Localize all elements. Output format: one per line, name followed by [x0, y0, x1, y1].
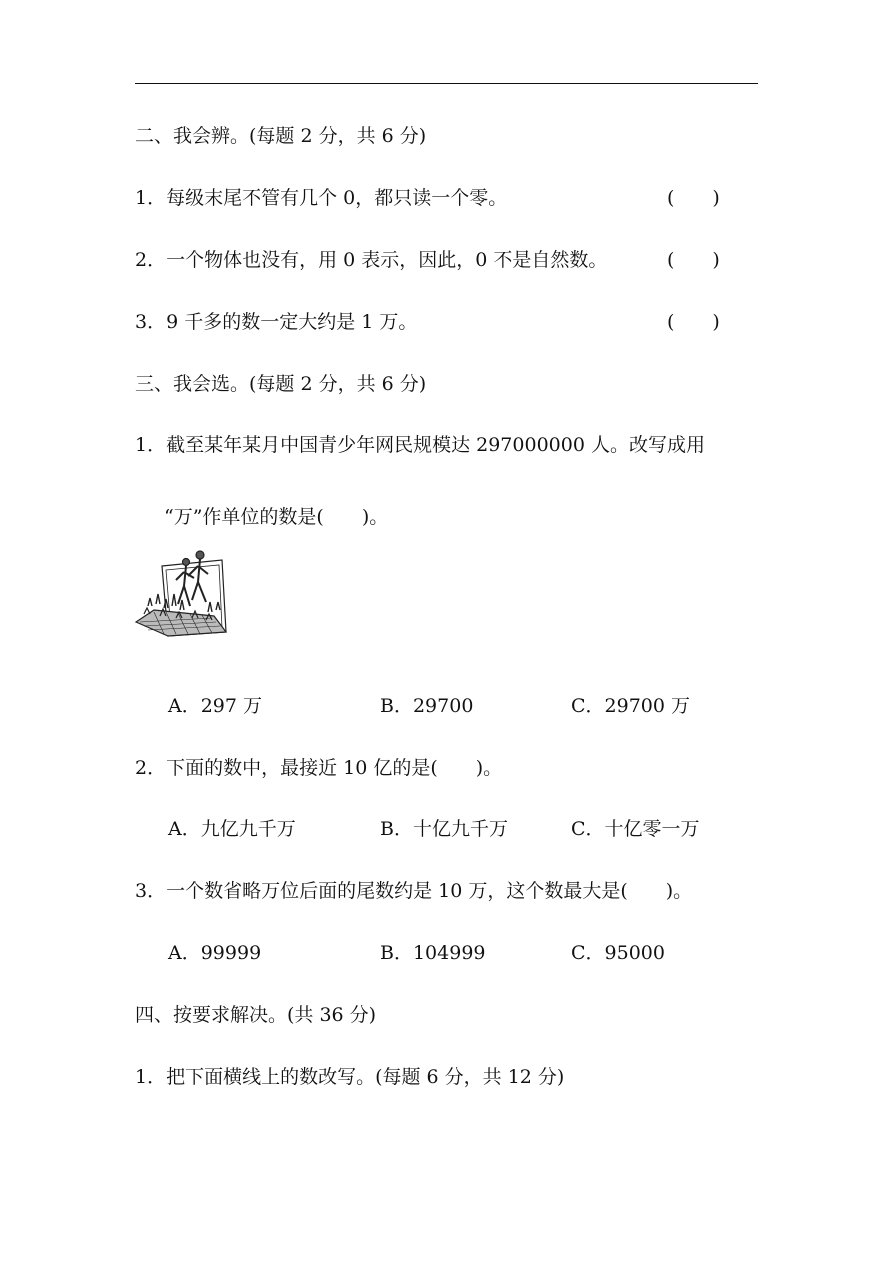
- section4-q1: 1．把下面横线上的数改写。(每题 6 分，共 12 分): [135, 1066, 565, 1088]
- answer-paren-1: ( ): [667, 187, 720, 209]
- header-rule: [135, 83, 758, 84]
- section2-heading: 二、我会辨。(每题 2 分，共 6 分): [135, 125, 427, 147]
- q3-option-c: C．95000: [571, 942, 665, 964]
- section3-heading: 三、我会选。(每题 2 分，共 6 分): [135, 373, 427, 395]
- section2-item-2: 2．一个物体也没有，用 0 表示，因此，0 不是自然数。: [135, 249, 608, 271]
- q2-option-a: A．九亿九千万: [168, 818, 296, 840]
- q2-option-c: C．十亿零一万: [571, 818, 700, 840]
- section3-q1-line1: 1．截至某年某月中国青少年网民规模达 297000000 人。改写成用: [135, 434, 705, 456]
- internet-users-illustration: [134, 546, 228, 650]
- q1-option-c: C．29700 万: [571, 695, 691, 717]
- section3-q2: 2．下面的数中，最接近 10 亿的是( )。: [135, 757, 503, 779]
- q3-option-a: A．99999: [168, 942, 262, 964]
- q1-option-b: B．29700: [380, 695, 474, 717]
- q3-option-b: B．104999: [380, 942, 486, 964]
- q2-option-b: B．十亿九千万: [380, 818, 508, 840]
- q1-option-a: A．297 万: [168, 695, 263, 717]
- answer-paren-2: ( ): [667, 249, 720, 271]
- section3-q1-line2: “万”作单位的数是( )。: [164, 506, 389, 528]
- section2-item-1: 1．每级末尾不管有几个 0，都只读一个零。: [135, 187, 508, 209]
- section3-q3: 3．一个数省略万位后面的尾数约是 10 万，这个数最大是( )。: [135, 880, 693, 902]
- section4-heading: 四、按要求解决。(共 36 分): [135, 1004, 377, 1026]
- section2-item-3: 3．9 千多的数一定大约是 1 万。: [135, 311, 418, 333]
- answer-paren-3: ( ): [667, 311, 720, 333]
